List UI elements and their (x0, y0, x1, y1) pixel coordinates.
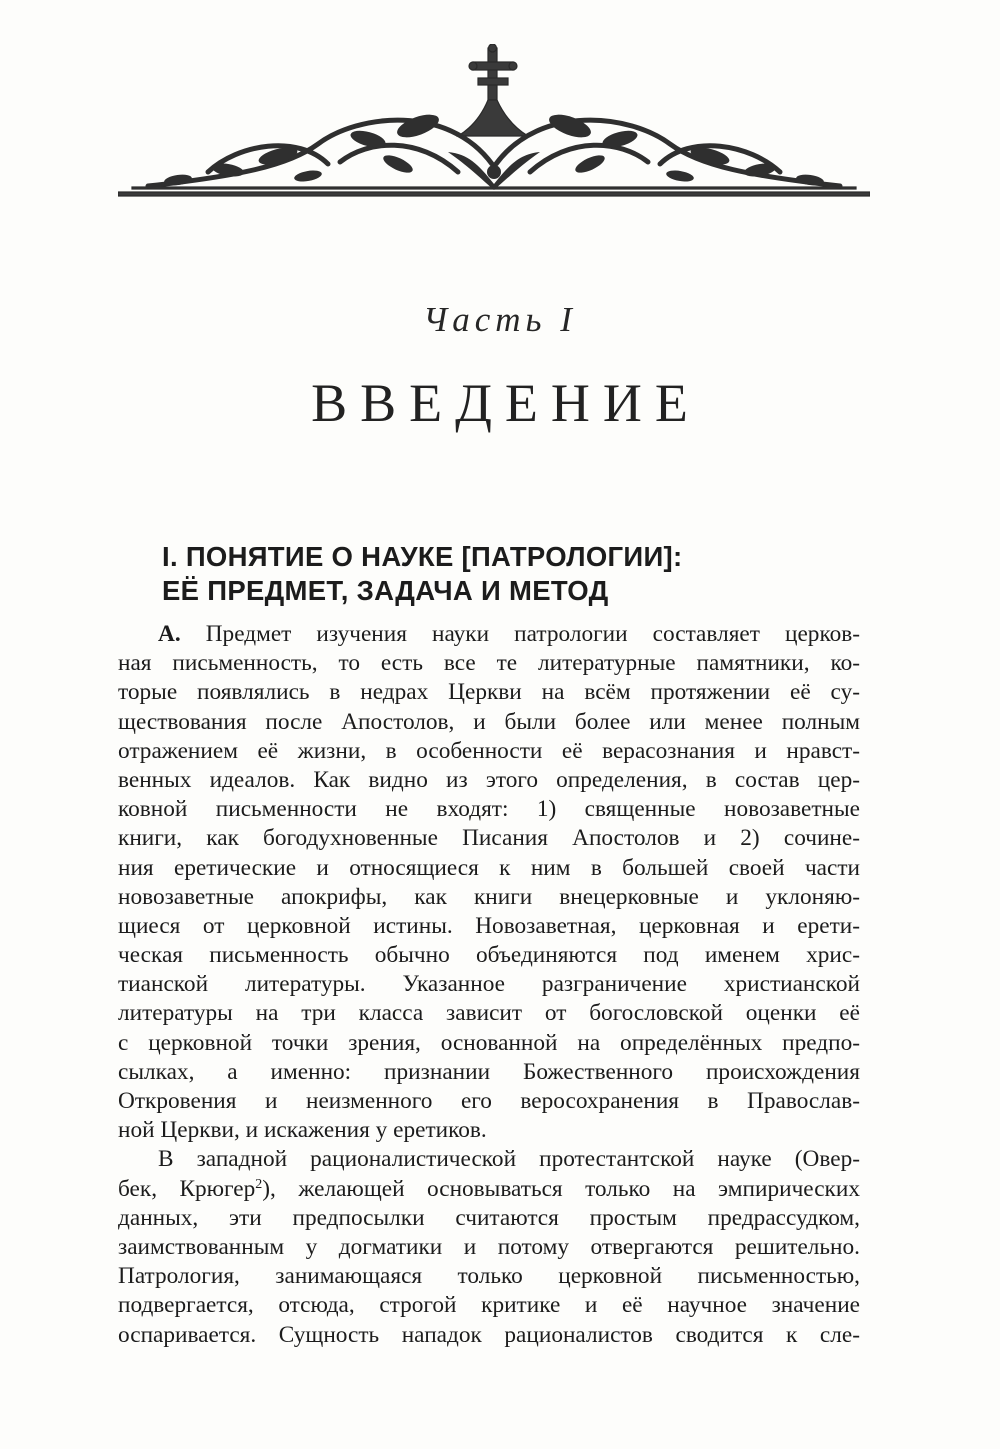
paragraph-line: подвергается, отсюда, строгой критике и её научное значение (118, 1292, 860, 1319)
paragraph-line: щиеся от церковной истины. Новозаветная, церковная и ерети- (118, 912, 860, 939)
paragraph-line: Патрология, занимающаяся только церковной письменностью, (118, 1263, 860, 1290)
paragraph-line: торые появлялись в недрах Церкви на всём протяжении её су- (118, 679, 860, 706)
paragraph-line: книги, как богодухновенные Писания Апостолов и 2) сочине- (118, 825, 860, 852)
section-heading (162, 540, 882, 608)
paragraph-line-text: ), желающей основываться только на эмпирических (262, 1175, 860, 1202)
paragraph-line: ковной письменности не входят: 1) священные новозаветные (118, 796, 860, 823)
paragraph-line: ной Церкви, и искажения у еретиков. (118, 1117, 487, 1144)
cross-ornament-icon (118, 44, 870, 204)
paragraph-line: литературы на три класса зависит от богословской оценки её (118, 1000, 860, 1027)
paragraph-line: В западной рационалистической протестантской науке (Овер- (158, 1146, 860, 1173)
paragraph-line: данных, эти предпосылки считаются простым предрассудком, (118, 1204, 860, 1231)
paragraph-line: ществования после Апостолов, и были более или менее полным (118, 708, 860, 735)
paragraph-line (118, 620, 860, 649)
paragraph-line-text: бек, Крюгер (118, 1175, 256, 1202)
paragraph-line (118, 1175, 860, 1204)
footnote-marker: 2 (255, 1176, 263, 1192)
paragraph-line: ния еретические и относящиеся к ним в большей своей части (118, 854, 860, 881)
paragraph-line: тианской литературы. Указанное разграничение христианской (118, 971, 860, 998)
paragraph-line: ная письменность, то есть все те литературные памятники, ко- (118, 650, 860, 677)
paragraph-line: с церковной точки зрения, основанной на определённых предпо- (118, 1029, 860, 1056)
body-text (118, 620, 860, 1350)
paragraph-line: оспаривается. Сущность нападок рационалистов сводится к сле- (118, 1321, 860, 1348)
paragraph-line: Откровения и неизменного его веросохранения в Православ- (118, 1088, 860, 1114)
chapter-title: ВВЕДЕНИЕ (311, 373, 701, 433)
paragraph-line: ческая письменность обычно объединяются под именем хрис- (118, 942, 860, 969)
part-label: Часть I (423, 300, 577, 339)
paragraph-line: сылках, а именно: признании Божественного происхождения (118, 1058, 860, 1085)
paragraph-lead: А. (158, 621, 181, 647)
paragraph-line-text: Предмет изучения науки патрологии составляет церков- (180, 621, 860, 647)
paragraph-line: венных идеалов. Как видно из этого определения, в состав цер- (118, 766, 860, 793)
section-heading-line: I. ПОНЯТИЕ О НАУКЕ [ПАТРОЛОГИИ]: (162, 541, 683, 572)
paragraph-line: заимствованным у догматики и потому отвергаются решительно. (118, 1233, 860, 1260)
paragraph-line: отражением её жизни, в особенности её верасознания и нравст- (118, 737, 860, 764)
section-heading-line: ЕЁ ПРЕДМЕТ, ЗАДАЧА И МЕТОД (162, 575, 609, 606)
paragraph-line: новозаветные апокрифы, как книги внецерковные и уклоняю- (118, 883, 860, 910)
